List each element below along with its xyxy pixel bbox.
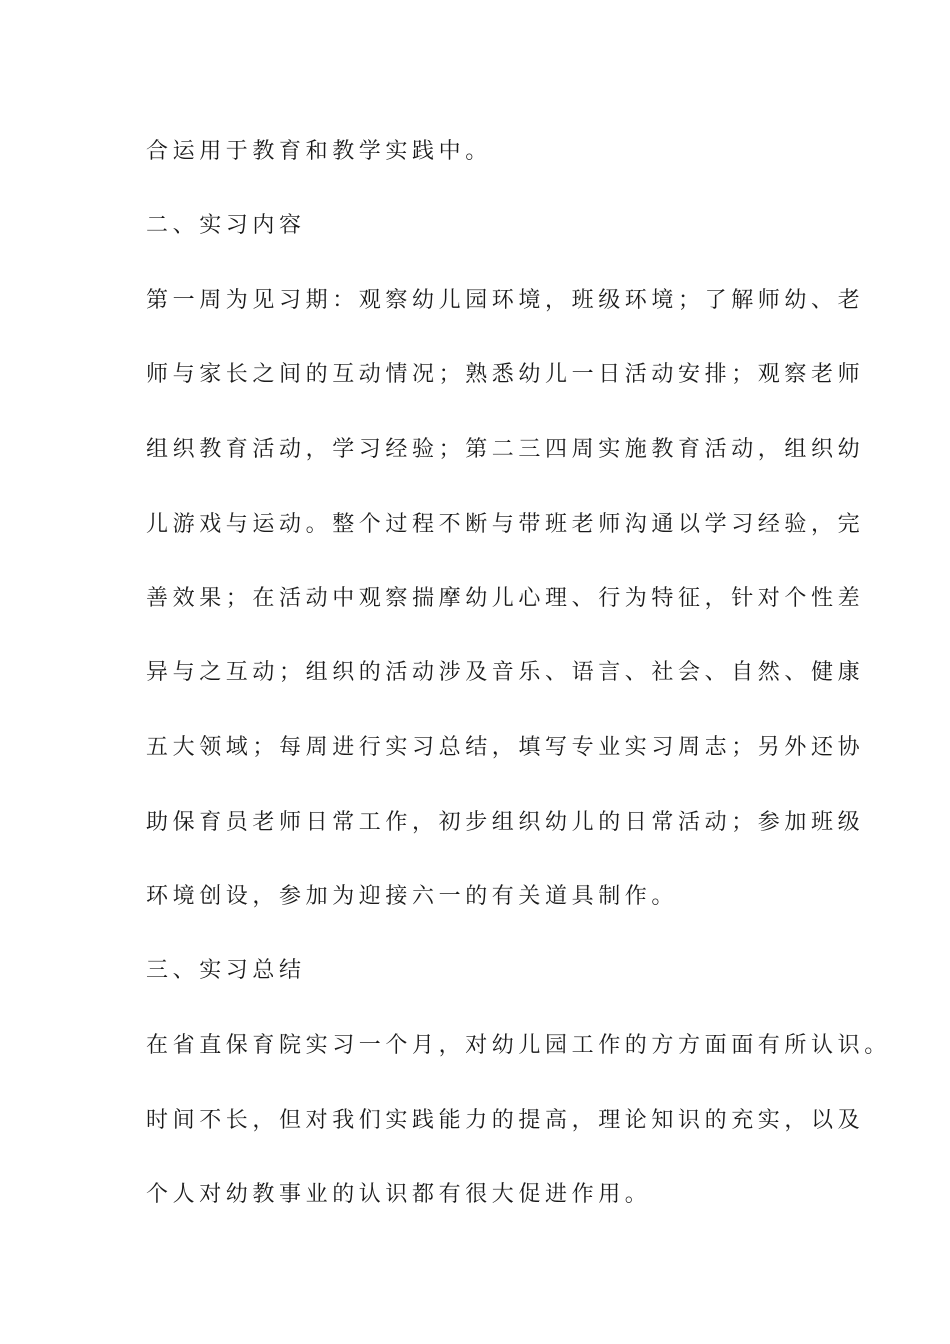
text-line: 异与之互动；组织的活动涉及音乐、语言、社会、自然、健康 — [146, 660, 865, 685]
text-line: 善效果；在活动中观察揣摩幼儿心理、行为特征，针对个性差 — [146, 586, 865, 611]
text-line: 五大领域；每周进行实习总结，填写专业实习周志；另外还协 — [146, 735, 865, 760]
text-line: 师与家长之间的互动情况；熟悉幼儿一日活动安排；观察老师 — [146, 362, 865, 387]
text-line: 个人对幼教事业的认识都有很大促进作用。 — [146, 1182, 652, 1207]
text-line: 时间不长，但对我们实践能力的提高，理论知识的充实，以及 — [146, 1108, 865, 1133]
text-line: 合运用于教育和教学实践中。 — [146, 139, 492, 164]
section-heading: 二、实习内容 — [146, 213, 306, 238]
text-line: 环境创设，参加为迎接六一的有关道具制作。 — [146, 884, 679, 909]
section-heading: 三、实习总结 — [146, 958, 306, 983]
text-line: 在省直保育院实习一个月，对幼儿园工作的方方面面有所认识。 — [146, 1033, 891, 1058]
text-line: 儿游戏与运动。整个过程不断与带班老师沟通以学习经验，完 — [146, 512, 865, 537]
text-line: 助保育员老师日常工作，初步组织幼儿的日常活动；参加班级 — [146, 810, 865, 835]
text-line: 组织教育活动，学习经验；第二三四周实施教育活动，组织幼 — [146, 437, 865, 462]
text-line: 第一周为见习期：观察幼儿园环境，班级环境；了解师幼、老 — [146, 288, 865, 313]
